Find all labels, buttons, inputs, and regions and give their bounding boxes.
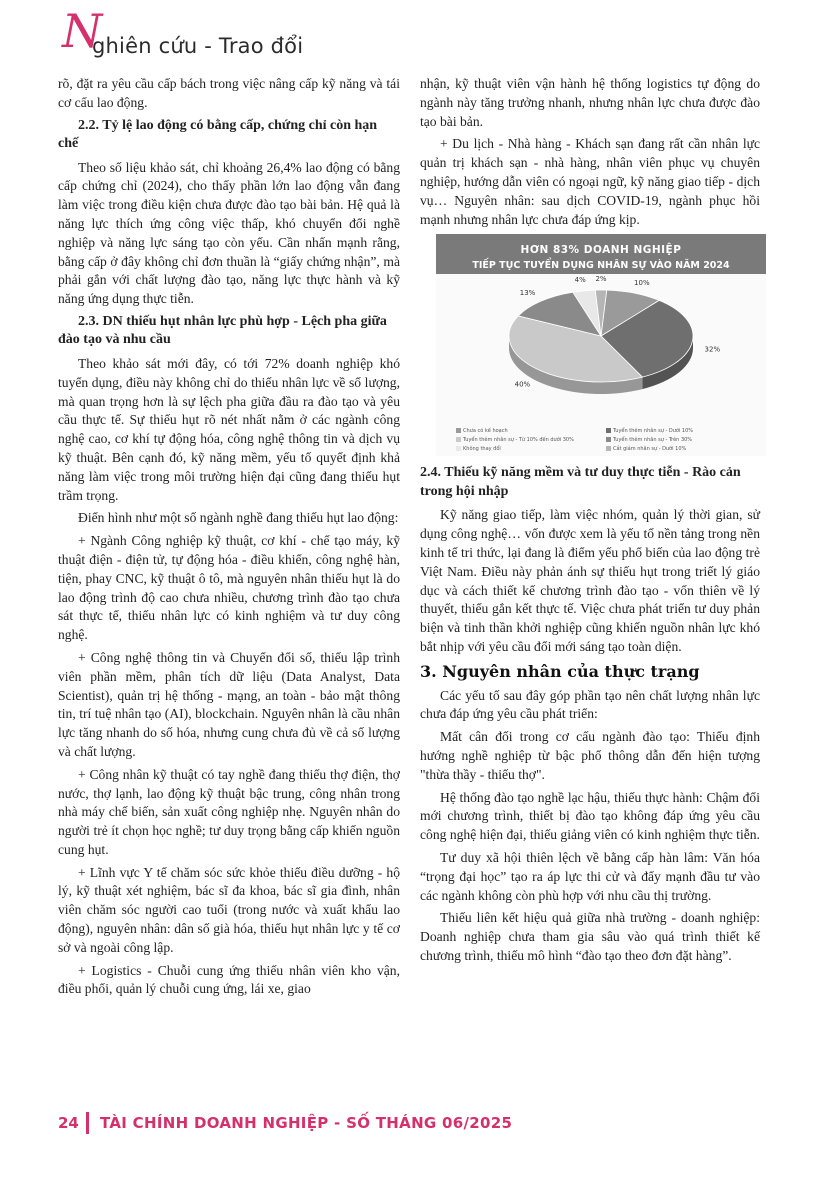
bullet-paragraph: + Công nghệ thông tin và Chuyển đổi số, thiếu lập trình viên phần mềm, phân tích dữ liệu (Data Analyst, Data Scientist), quản trị hệ thống - mạng, an toàn - bảo mật thông tin, trí tuệ nhân tạo (AI), blockchain. Nguyên nhân là cầu nhân lực tăng nhanh do số hóa, nhưng cung chưa đủ về cả số lượng và chất lượng. (58, 649, 400, 759)
paragraph: Tư duy xã hội thiên lệch về bằng cấp hàn lâm: Văn hóa “trọng đại học” tạo ra áp lực thi cử và đẩy mạnh đầu tư vào các ngành không còn phù hợp với nhu cầu thị trường. (420, 849, 760, 903)
pie-slice-label: 13% (519, 289, 536, 298)
publication-name: TÀI CHÍNH DOANH NGHIỆP - SỐ THÁNG 06/2025 (100, 1114, 513, 1132)
legend-label: Chưa có kế hoạch (463, 428, 508, 435)
paragraph: Kỹ năng giao tiếp, làm việc nhóm, quản lý thời gian, sử dụng công nghệ… vốn được xem là yếu tố nền tảng trong nền kinh tế tri thức, lại đang là điểm yếu phổ biến của lao động trẻ Việt Nam. Điều này phản ánh sự thiếu hụt trong triết lý giáo dục và cách thiết kế chương trình đào tạo - vốn thiên về lý thuyết, thiếu gắn kết thực tế. Việc chưa phát triển tư duy phản biện và tinh thần khởi nghiệp cũng khiến nguồn nhân lực khó bắt nhịp với yêu cầu đổi mới sáng tạo toàn diện. (420, 507, 760, 654)
legend-label: Tuyển thêm nhân sự - Dưới 10% (613, 428, 694, 435)
section-heading-main: 3. Nguyên nhân của thực trạng (420, 661, 700, 681)
page-header (62, 4, 762, 64)
footer-divider (86, 1112, 89, 1134)
paragraph: Mất cân đối trong cơ cấu ngành đào tạo: Thiếu định hướng nghề nghiệp từ bậc phổ thông dẫn đến hiện tượng "thừa thầy - thiếu thợ". (420, 729, 760, 782)
legend-item (606, 440, 686, 459)
pie-chart-figure (436, 234, 766, 456)
bullet-paragraph: + Công nhân kỹ thuật có tay nghề đang thiếu thợ điện, thợ nước, thợ lạnh, lao động kỹ thuật bậc trung, công nhân trong nhà máy chế biến, sản xuất công nghiệp nhẹ. Nguyên nhân do người trẻ ít chọn học nghề; tư duy trọng bằng cấp khiến nguồn cung hụt. (58, 766, 400, 857)
paragraph: rõ, đặt ra yêu cầu cấp bách trong việc nâng cấp kỹ năng và tái cơ cấu lao động. (58, 76, 400, 110)
section-title: ghiên cứu - Trao đổi (92, 34, 304, 58)
legend-swatch (456, 446, 461, 451)
paragraph: Điển hình như một số ngành nghề đang thiếu hụt lao động: (78, 510, 399, 526)
left-column (58, 75, 400, 1003)
legend-label: Tuyển thêm nhân sự - Trên 30% (613, 437, 693, 444)
pie-chart (436, 274, 766, 422)
legend-swatch (606, 446, 611, 451)
pie-slice-label: 4% (574, 276, 586, 285)
section-heading: 2.4. Thiếu kỹ năng mềm và tư duy thực tiễn - Rào cản trong hội nhập (420, 465, 741, 499)
section-heading: 2.2. Tỷ lệ lao động có bằng cấp, chứng chỉ còn hạn chế (58, 117, 378, 152)
chart-title: HƠN 83% DOANH NGHIỆP (520, 244, 682, 257)
pie-slice-label: 32% (704, 345, 721, 354)
legend-label: Tuyển thêm nhân sự - Từ 10% đến dưới 30% (463, 437, 574, 444)
chart-subtitle: TIẾP TỤC TUYỂN DỤNG NHÂN SỰ VÀO NĂM 2024 (472, 260, 730, 272)
bullet-paragraph: + Ngành Công nghiệp kỹ thuật, cơ khí - chế tạo máy, kỹ thuật điện - điện tử, tự động hóa - điều khiển, công nghệ hàn, tiện, phay CNC, kỹ thuật ô tô, mà nguyên nhân thiếu hụt là do lao động trình độ cao chưa nhiều, chương trình đào tạo chưa sát thực tế, thiếu nhân lực có kinh nghiệm và tư duy công nghệ. (58, 533, 400, 643)
section-heading: 2.3. DN thiếu hụt nhân lực phù hợp - Lệch pha giữa đào tạo và nhu cầu (58, 313, 387, 348)
paragraph: Theo số liệu khảo sát, chỉ khoảng 26,4% lao động có bằng cấp chứng chỉ (2024), cho thấy phần lớn lao động vẫn đang làm việc trong điều kiện chưa được đào tạo bài bản. Hệ quả là năng lực thích ứng công việc thấp, khó chuyển đổi nghề nghiệp và năng lực sáng tạo còn yếu. Cần nhấn mạnh rằng, bằng cấp ở đây không chỉ đơn thuần là “giấy chứng nhận”, mà phải gắn với chất lượng đào tạo, năng lực thực hành và kỹ năng ứng dụng thực tiễn. (58, 159, 400, 307)
legend-label: Không thay đổi (463, 446, 501, 453)
section-initial: N (62, 4, 103, 58)
paragraph: Hệ thống đào tạo nghề lạc hậu, thiếu thực hành: Chậm đổi mới chương trình, thiết bị đào tạo không đáp ứng yêu cầu công nghệ hiện đại, thiếu giảng viên có kinh nghiệm thực tiễn. (420, 789, 760, 843)
paragraph: Theo khảo sát mới đây, có tới 72% doanh nghiệp khó tuyển dụng, điều này không chỉ do thiếu nhân lực về số lượng, mà quan trọng hơn là sự lệch pha giữa đầu ra đào tạo và yêu cầu thực tế. Sự thiếu hụt rõ nét nhất nằm ở các ngành công nghệ cao, cơ khí tự động hóa, công nghệ thông tin và dịch vụ kỹ thuật. Bên cạnh đó, kỹ năng mềm, yếu tố quyết định khả năng làm việc trong môi trường hiện đại cũng đang thiếu hụt trầm trọng. (58, 355, 400, 503)
page-footer (58, 1112, 778, 1136)
paragraph: Các yếu tố sau đây góp phần tạo nên chất lượng nhân lực chưa đáp ứng yêu cầu phát triển: (420, 687, 760, 722)
pie-slice-label: 2% (595, 275, 607, 284)
pie-slice-label: 40% (514, 380, 531, 389)
paragraph: nhận, kỹ thuật viên vận hành hệ thống logistics tự động do ngành này tăng trưởng nhanh, nhưng nhân lực chưa được đào tạo bài bản. (420, 76, 760, 129)
bullet-paragraph: + Logistics - Chuỗi cung ứng thiếu nhân viên kho vận, điều phối, quản lý chuỗi cung ứng, lái xe, giao (58, 962, 400, 997)
page-number: 24 (58, 1114, 79, 1132)
bullet-paragraph: + Lĩnh vực Y tế chăm sóc sức khỏe thiếu điều dưỡng - hộ lý, kỹ thuật xét nghiệm, bác sĩ đa khoa, bác sĩ gia đình, nhân viên chăm sóc người cao tuổi (trong nước và xuất khẩu lao động), nguyên nhân: dân số già hóa, thiếu hụt nhân lực y tế cơ sở và ngoài công lập. (58, 864, 400, 955)
right-column (420, 75, 760, 970)
legend-item (456, 440, 501, 459)
paragraph: Thiếu liên kết hiệu quả giữa nhà trường - doanh nghiệp: Doanh nghiệp chưa tham gia sâu vào quá trình thiết kế chương trình, thiếu mô hình “đào tạo theo đơn đặt hàng”. (420, 910, 760, 963)
legend-label: Cắt giảm nhân sự - Dưới 10% (613, 446, 687, 453)
pie-slice-label: 10% (634, 279, 650, 288)
bullet-paragraph: + Du lịch - Nhà hàng - Khách sạn đang rất cần nhân lực quản trị khách sạn - nhà hàng, nhân viên phục vụ chuyên nghiệp, hướng dẫn viên có ngoại ngữ, kỹ năng giao tiếp - dịch vụ… Nguyên nhân: sau dịch COVID-19, ngành phục hồi mạnh nhưng nhân lực chưa đáp ứng kịp. (420, 136, 760, 227)
